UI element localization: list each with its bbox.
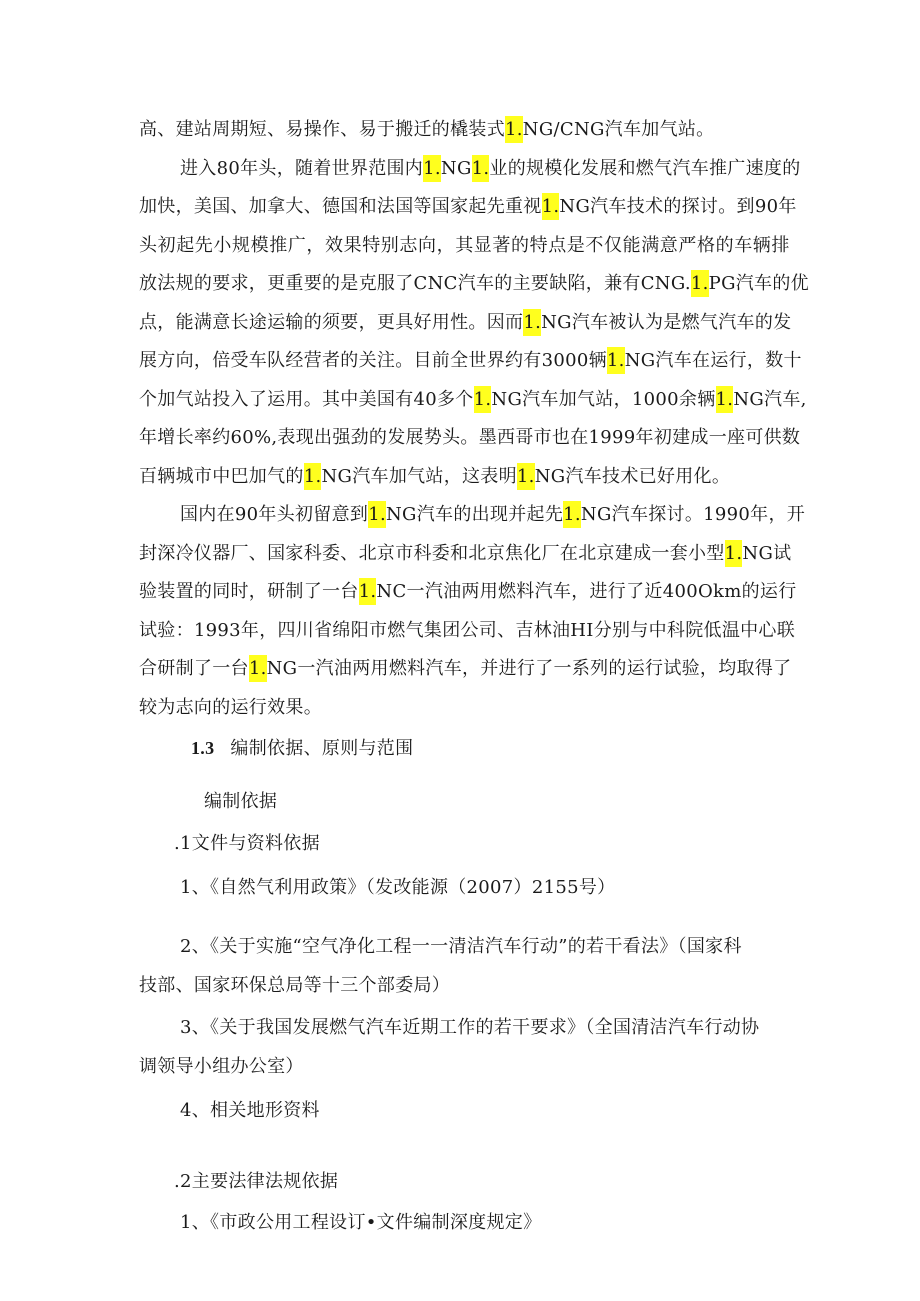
para2-line-5: 点，能满意长途运输的须要，更具好用性。因而 1.NG汽车被认为是燃气汽车的发 [139,311,784,335]
section-title: 编制依据、原则与范围 [230,738,414,759]
highlight: 1. [474,386,492,413]
para2-line-8: 年增长率约60%,表现出强劲的发展势头。墨西哥市也在1999年初建成一座可供数 [139,427,801,448]
highlight: 1. [368,501,386,528]
highlight: 1. [725,540,743,567]
para2-line-4: 放法规的要求，更重要的是克服了CNC汽车的主要缺陷，兼有CNG. 1.PG汽车的优 [139,272,784,296]
section-heading [191,736,413,761]
group1-item-2-line-1: 2、《关于实施“空气净化工程一一清洁汽车行动”的若干看法》（国家科 [180,936,742,957]
group1-item-2-line-2: 技部、国家环保总局等十三个部委局） [139,975,451,996]
para2-line-1: 进入80年头，随着世界范围内 1.NG1. 业的规模化发展和燃气汽车推广速度的 [180,157,784,181]
section-number: 1.3 [191,738,215,758]
highlight: 1. [563,501,581,528]
group1-title: .1文件与资料依据 [174,833,320,854]
highlight: 1. [423,155,441,182]
para2-line-9: 百辆城市中巴加气的1.NG汽车加气站，这表明1.NG汽车技术已好用化。 [139,465,730,489]
group1-item-3-line-2: 调领导小组办公室） [139,1056,304,1077]
para2-line-2: 加快，美国、加拿大、德国和法国等国家起先重视 1.NG汽车技术的探讨。到90年 [139,195,784,219]
para3-line-2: 封深冷仪器厂、国家科委、北京市科委和北京焦化厂在北京建成一套小型 1.NG试 [139,542,784,566]
highlight: 1. [505,116,523,143]
para3-line-4: 试验：1993年，四川省绵阳市燃气集团公司、吉林油HI分别与中科院低温中心联 [139,620,796,641]
para3-line-1: 国内在90年头初留意到 1.NG汽车的出现并起先 1.NG汽车探讨。1990年，开 [180,503,784,527]
group1-item-4: 4、相关地形资料 [180,1100,320,1121]
highlight: 1. [716,386,734,413]
para2-line-6: 展方向，倍受车队经营者的关注。目前全世界约有3000辆 1.NG汽车在运行，数十 [139,349,784,373]
para1-line-1: 高、建站周期短、易操作、易于搬迁的橇装式1.NG/CNG汽车加气站。 [139,118,714,142]
highlight: 1. [523,309,541,336]
para3-line-5: 合研制了一台 1.NG一汽油两用燃料汽车，并进行了一系列的运行试验，均取得了 [139,657,784,681]
highlight: 1. [472,155,490,182]
para3-line-6: 较为志向的运行效果。 [139,697,322,718]
highlight: 1. [517,463,535,490]
group2-item-1: 1、《市政公用工程设订•文件编制深度规定》 [180,1212,542,1233]
group1-item-3-line-1: 3、《关于我国发展燃气汽车近期工作的若干要求》（全国清洁汽车行动协 [180,1017,760,1038]
highlight: 1. [691,270,709,297]
para2-line-3: 头初起先小规模推广，效果特别志向，其显著的特点是不仅能满意严格的车辆排 [139,235,790,256]
highlight: 1. [359,578,377,605]
para2-line-7: 个加气站投入了运用。其中美国有40多个 1.NG汽车加气站，1000余辆 1.NG汽车, [139,388,784,412]
highlight: 1. [542,193,560,220]
group2-title: .2主要法律法规依据 [174,1171,339,1192]
para3-line-3: 验装置的同时，研制了一台 1.NC一汽油两用燃料汽车，进行了近400Okm的运行 [139,580,784,604]
highlight: 1. [304,463,322,490]
group1-item-1: 1、《自然气利用政策》（发改能源（2007）2155号） [180,877,616,898]
sub-heading: 编制依据 [204,791,278,812]
highlight: 1. [249,655,267,682]
highlight: 1. [607,347,625,374]
